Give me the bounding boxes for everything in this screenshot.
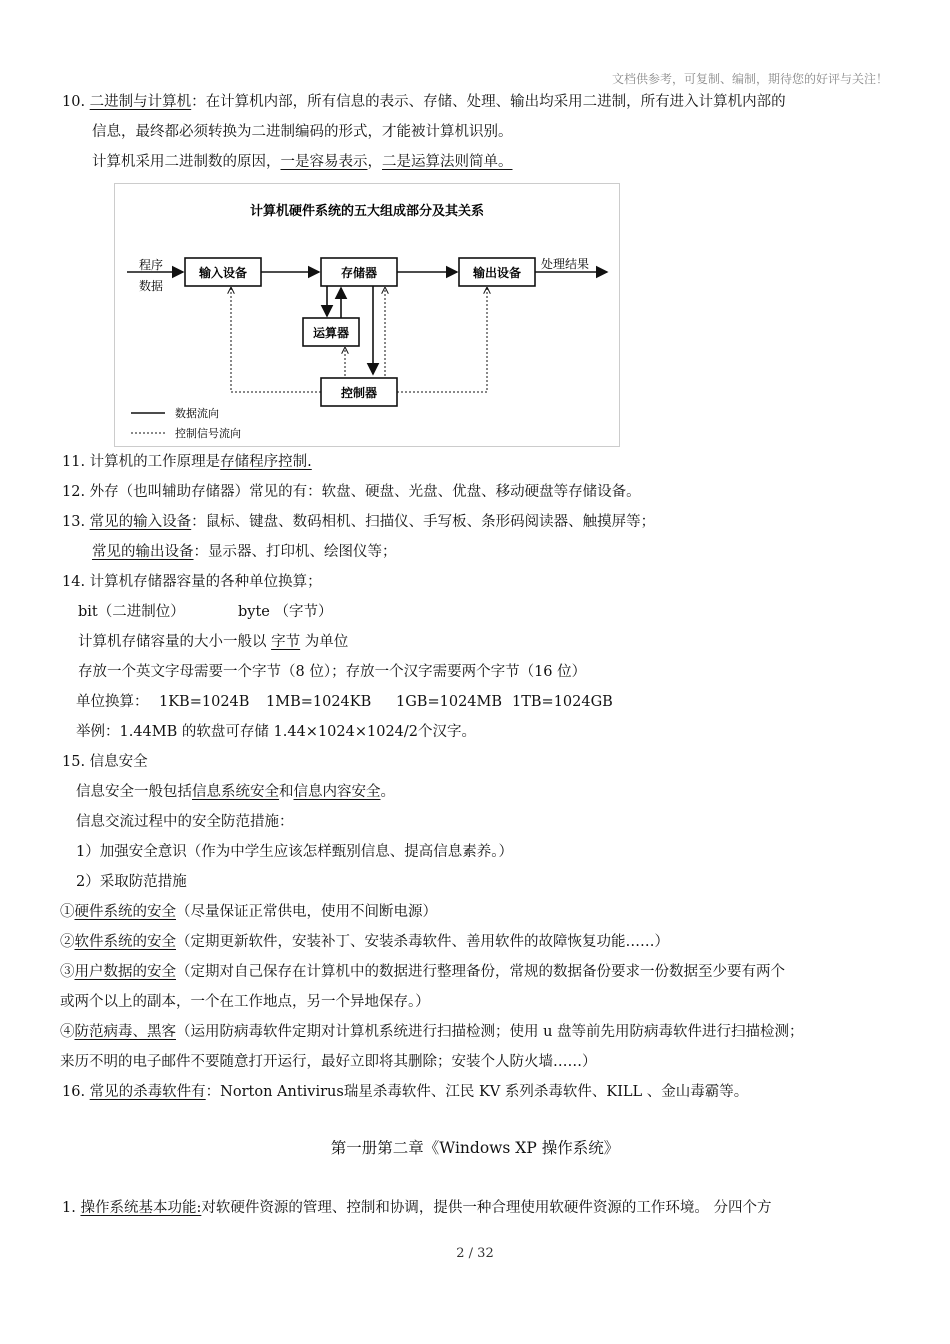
item-number: 10. [62,94,86,110]
item-15 [62,752,148,772]
diagram-title: 计算机硬件系统的五大组成部分及其关系 [249,204,485,219]
conv-tb: 1TB=1024GB [512,694,613,710]
item-text: 信息安全 [89,754,148,770]
item-number: 1. [62,1200,76,1216]
item-10-line1 [62,92,786,112]
box-alu-label: 运算器 [312,326,350,340]
item-10-reason [92,152,513,172]
item-number: 14. [62,574,86,590]
term-input-devices: 常见的输入设备 [89,514,192,530]
box-memory-label: 存储器 [340,266,378,280]
unit-prefix: 计算机存储容量的大小一般以 [78,634,267,650]
item-15-m1: 1）加强安全意识（作为中学生应该怎样甄别信息、提高信息素养。） [76,844,513,860]
item-text: （定期对自己保存在计算机中的数据进行整理备份，常规的数据备份要求一份数据至少要有两个 [176,964,785,980]
item-14-conv-label: 单位换算： [76,694,149,710]
item-15-includes [76,782,395,802]
item-14-example: 举例：1.44MB 的软盘可存储 1.44×1024×1024/2个汉字。 [76,724,477,740]
box-input-label: 输入设备 [198,266,248,280]
conv-mb: 1MB=1024KB [266,694,372,710]
term-antivirus-software: 常见的杀毒软件有 [89,1084,206,1100]
item-15-measures: 信息交流过程中的安全防范措施： [76,814,294,830]
term-system-security: 信息系统安全 [192,784,279,800]
legend-data-label: 数据流向 [175,407,219,420]
label-data: 数据 [139,279,164,293]
item-text: ：在计算机内部，所有信息的表示、存储、处理、输出均采用二进制，所有进入计算机内部的 [191,94,786,110]
reason-b: 二是运算法则简单。 [382,154,513,170]
term-software-security: 软件系统的安全 [74,934,176,950]
conv-gb: 1GB=1024MB [396,694,503,710]
ch2-item-1 [62,1198,771,1218]
item-13-input [62,512,655,532]
term-content-security: 信息内容安全 [293,784,381,800]
item-number: 11. [62,454,86,470]
term-antivirus-hacker: 防范病毒、黑客 [74,1024,176,1040]
item-number: 12. [62,484,86,500]
item-16 [62,1082,748,1102]
reason-a: 一是容易表示 [280,154,368,170]
item-13-output [92,542,397,562]
item-14-byte: byte （字节） [238,604,333,620]
item-text: ：Norton Antivirus瑞星杀毒软件、江民 KV 系列杀毒软件、KILL 、金山毒霸等。 [205,1084,749,1100]
item-14-unit [78,632,348,652]
item-15-c2 [60,932,669,952]
item-text: 对软硬件资源的管理、控制和协调，提供一种合理使用软硬件资源的工作环境。 分四个方 [201,1200,772,1216]
term-binary-computer: 二进制与计算机 [89,94,192,110]
item-14-chars: 存放一个英文字母需要一个字节（8 位）；存放一个汉字需要两个字节（16 位） [78,664,587,680]
item-15-c3-cont: 或两个以上的副本，一个在工作地点，另一个异地保存。） [60,994,430,1010]
hardware-diagram [114,183,620,447]
term-byte: 字节 [271,634,301,650]
item-12 [62,482,641,502]
reason-sep: ， [367,154,382,170]
item-15-c4-cont: 来历不明的电子邮件不要随意打开运行，最好立即将其删除；安装个人防火墙……） [60,1054,597,1070]
item-11 [62,452,312,472]
item-14-bit: bit（二进制位） [78,604,185,620]
item-text: （定期更新软件，安装补丁、安装杀毒软件、善用软件的故障恢复功能……） [176,934,669,950]
item-text: 外存（也叫辅助存储器）常见的有：软盘、硬盘、光盘、优盘、移动硬盘等存储设备。 [89,484,641,500]
reason-prefix: 计算机采用二进制数的原因， [92,154,281,170]
item-text: 计算机的工作原理是 [89,454,221,470]
header-note: 文档供参考，可复制、编制，期待您的好评与关注！ [611,72,888,86]
item-number: 16. [62,1084,86,1100]
item-text: ：显示器、打印机、绘图仪等； [193,544,397,560]
item-text: 计算机存储器容量的各种单位换算； [89,574,322,590]
item-15-m2: 2）采取防范措施 [76,874,187,890]
term-hardware-security: 硬件系统的安全 [74,904,176,920]
box-control-label: 控制器 [340,386,378,400]
term-output-devices: 常见的输出设备 [92,544,194,560]
includes-and: 和 [279,784,294,800]
box-output-label: 输出设备 [472,266,522,280]
label-program: 程序 [139,258,164,272]
item-text: ：鼠标、键盘、数码相机、扫描仪、手写板、条形码阅读器、触摸屏等； [191,514,656,530]
label-result: 处理结果 [541,257,590,271]
ctrl-output [397,288,487,392]
unit-suffix: 为单位 [304,634,349,650]
item-text: （尽量保证正常供电，使用不间断电源） [176,904,437,920]
page-number: 2 / 32 [456,1246,494,1261]
includes-prefix: 信息安全一般包括 [76,784,192,800]
circled-2: ② [60,934,75,950]
includes-end: 。 [380,784,395,800]
item-15-c4 [60,1022,804,1042]
term-os-functions: 操作系统基本功能: [80,1200,202,1216]
term-user-data-security: 用户数据的安全 [74,964,176,980]
item-10-line2: 信息，最终都必须转换为二进制编码的形式，才能被计算机识别。 [92,124,513,140]
circled-4: ④ [60,1024,75,1040]
item-number: 15. [62,754,86,770]
item-15-c3 [60,962,785,982]
term-stored-program: 存储程序控制. [220,454,312,470]
item-number: 13. [62,514,86,530]
conv-kb: 1KB=1024B [159,694,250,710]
item-14 [62,572,322,592]
chapter-title: 第一册第二章《Windows XP 操作系统》 [330,1139,620,1157]
item-text: （运用防病毒软件定期对计算机系统进行扫描检测；使用 u 盘等前先用防病毒软件进行扫描检测； [176,1024,804,1040]
legend-control-label: 控制信号流向 [175,427,241,440]
item-15-c1 [60,902,437,922]
circled-1: ① [60,904,75,920]
circled-3: ③ [60,964,75,980]
